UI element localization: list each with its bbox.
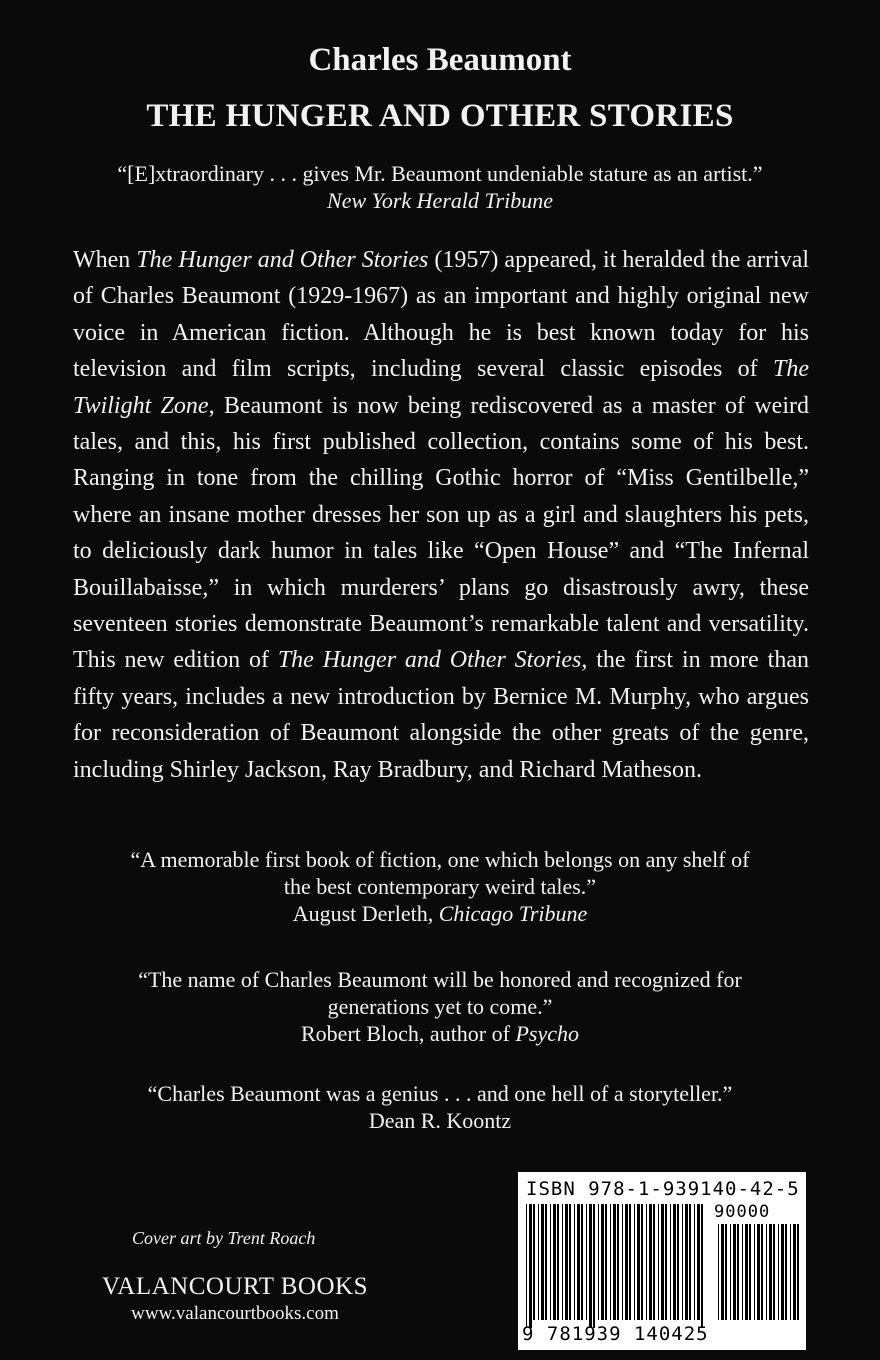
barcode-bar bbox=[577, 1204, 580, 1320]
barcode-bar bbox=[574, 1204, 575, 1320]
quote-line: “Charles Beaumont was a genius . . . and one hell of a storyteller.” bbox=[147, 1081, 733, 1106]
barcode-bar bbox=[670, 1204, 671, 1320]
addon-barcode-bars bbox=[718, 1224, 802, 1328]
barcode-bar bbox=[565, 1204, 568, 1320]
quote-attribution bbox=[40, 900, 840, 927]
barcode-bar bbox=[701, 1204, 703, 1328]
barcode-bar bbox=[526, 1204, 527, 1328]
book-title: THE HUNGER AND OTHER STORIES bbox=[146, 98, 734, 134]
publisher-website: www.valancourtbooks.com bbox=[131, 1303, 339, 1324]
barcode-bar bbox=[541, 1204, 544, 1320]
review-quote bbox=[40, 846, 840, 927]
barcode-bar bbox=[665, 1204, 667, 1320]
barcode-bar bbox=[689, 1204, 691, 1320]
description-title-ref: The Hunger and Other Stories bbox=[136, 247, 429, 273]
quote-line: generations yet to come.” bbox=[327, 994, 553, 1019]
barcode-bar bbox=[793, 1224, 796, 1320]
barcode-bar bbox=[790, 1224, 791, 1320]
barcode-bar bbox=[749, 1224, 751, 1320]
barcode-bar bbox=[685, 1204, 688, 1320]
barcode-bar bbox=[601, 1204, 604, 1320]
quote-line: “A memorable first book of fiction, one which belongs on any shelf of bbox=[130, 847, 750, 872]
barcode-bar bbox=[617, 1204, 619, 1320]
barcode-bar bbox=[653, 1204, 655, 1320]
barcode-bar bbox=[557, 1204, 559, 1320]
barcode-bar bbox=[605, 1204, 607, 1320]
barcode-bar bbox=[797, 1224, 799, 1320]
attribution-publication: Chicago Tribune bbox=[438, 901, 588, 926]
ean-digits: 9 781939 140425 bbox=[522, 1323, 709, 1345]
barcode-bar bbox=[589, 1204, 592, 1328]
description-show-ref: The Twilight Zone bbox=[73, 356, 809, 419]
intro-quote-source: New York Herald Tribune bbox=[327, 188, 553, 213]
quote-attribution bbox=[40, 1020, 840, 1047]
barcode-bar bbox=[637, 1204, 640, 1320]
barcode-bar bbox=[725, 1224, 727, 1320]
quote-line: “The name of Charles Beaumont will be honored and recognized for bbox=[138, 967, 742, 992]
barcode-bar bbox=[761, 1224, 763, 1320]
barcode-bar bbox=[694, 1204, 695, 1320]
quote-attribution: Dean R. Koontz bbox=[368, 1108, 512, 1133]
ean-barcode-bars bbox=[526, 1204, 706, 1328]
price-code: 90000 bbox=[714, 1202, 771, 1222]
barcode-bar bbox=[677, 1204, 679, 1320]
barcode-bar bbox=[545, 1204, 547, 1320]
author-name: Charles Beaumont bbox=[308, 42, 572, 78]
review-quote bbox=[40, 966, 840, 1047]
barcode-bar bbox=[658, 1204, 659, 1320]
barcode-bar bbox=[610, 1204, 611, 1320]
book-description bbox=[73, 242, 809, 788]
barcode-bar bbox=[538, 1204, 539, 1320]
barcode-bar bbox=[661, 1204, 664, 1320]
barcode-bar bbox=[742, 1224, 743, 1320]
isbn-label: ISBN 978-1-939140-42-5 bbox=[526, 1178, 800, 1200]
barcode-bar bbox=[622, 1204, 623, 1320]
attribution-work: Psycho bbox=[515, 1021, 579, 1046]
cover-art-credit: Cover art by Trent Roach bbox=[132, 1228, 316, 1248]
barcode-bar bbox=[766, 1224, 767, 1320]
description-text: , the first in more than fifty years, includes a new introduction by Bernice M. Murphy, who argues for reconsideration of Beaumont alongside the other greats of the genre, including Shirley Jackson, Ray Bradbury, and Richard Matheson. bbox=[73, 647, 810, 783]
barcode-bar bbox=[613, 1204, 616, 1320]
barcode-bar bbox=[697, 1204, 700, 1320]
barcode-bar bbox=[757, 1224, 760, 1320]
barcode-bar bbox=[569, 1204, 571, 1320]
barcode-bar bbox=[730, 1224, 731, 1320]
barcode-bar bbox=[754, 1224, 755, 1320]
barcode-bar bbox=[718, 1224, 719, 1320]
attribution-name: August Derleth, bbox=[292, 901, 439, 926]
barcode-bar bbox=[673, 1204, 676, 1320]
description-text: (1957) appeared, it heralded the arrival of Charles Beaumont (1929-1967) as an important and highly original new voice in American fiction. Although he is best known today for his television and film scripts, including several classic episodes of bbox=[73, 247, 810, 383]
review-quote bbox=[40, 1080, 840, 1134]
intro-quote bbox=[40, 160, 840, 214]
barcode-bar bbox=[682, 1204, 683, 1320]
barcode-bar bbox=[781, 1224, 784, 1320]
barcode-bar bbox=[625, 1204, 628, 1320]
description-paragraph bbox=[73, 242, 809, 788]
barcode-bar bbox=[586, 1204, 587, 1320]
barcode-bar bbox=[733, 1224, 736, 1320]
barcode-bar bbox=[550, 1204, 551, 1320]
barcode-bar bbox=[773, 1224, 775, 1320]
barcode-bar bbox=[737, 1224, 739, 1320]
barcode-bar bbox=[649, 1204, 652, 1320]
description-text: , Beaumont is now being rediscovered as a master of weird tales, and this, his first published collection, contains some of his best. Ranging in tone from the chilling Gothic horror of “Miss Gentilbelle,” where an insane mother dresses her son up as a girl and slaughters his pets, to deliciously dark humor in tales like “Open House” and “The Infernal Bouillabaisse,” in which murderers’ plans go disastrously awry, these seventeen stories demonstrate Beaumont’s remarkable talent and versatility. This new edition of bbox=[73, 392, 809, 674]
description-text: When bbox=[73, 247, 137, 273]
barcode-bar bbox=[646, 1204, 647, 1320]
barcode-bar bbox=[721, 1224, 724, 1320]
barcode-bar bbox=[529, 1204, 532, 1328]
publisher-name: VALANCOURT BOOKS bbox=[101, 1273, 369, 1300]
barcode-bar bbox=[581, 1204, 583, 1320]
barcode-bar bbox=[593, 1204, 595, 1328]
barcode-bar bbox=[745, 1224, 748, 1320]
barcode-bar bbox=[634, 1204, 635, 1320]
intro-quote-text: “[E]xtraordinary . . . gives Mr. Beaumont undeniable stature as an artist.” bbox=[117, 161, 763, 186]
barcode-bar bbox=[533, 1204, 535, 1320]
barcode-bar bbox=[629, 1204, 631, 1320]
barcode-bar bbox=[598, 1204, 599, 1320]
attribution-name: Robert Bloch, author of bbox=[301, 1021, 516, 1046]
description-title-ref: The Hunger and Other Stories bbox=[277, 647, 582, 674]
quote-line: the best contemporary weird tales.” bbox=[283, 874, 597, 899]
isbn-barcode bbox=[518, 1172, 806, 1350]
barcode-bar bbox=[778, 1224, 779, 1320]
barcode-bar bbox=[785, 1224, 787, 1320]
barcode-bar bbox=[769, 1224, 772, 1320]
barcode-bar bbox=[562, 1204, 563, 1320]
barcode-bar bbox=[553, 1204, 556, 1320]
barcode-bar bbox=[641, 1204, 643, 1320]
